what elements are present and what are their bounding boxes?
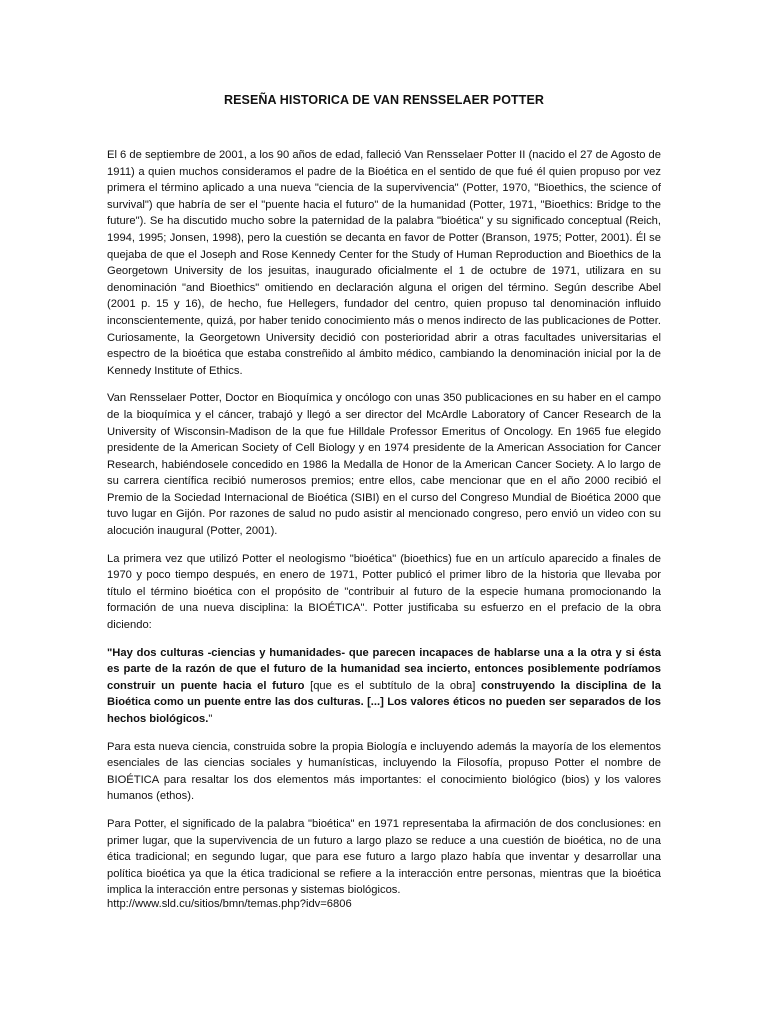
document-title: RESEÑA HISTORICA DE VAN RENSSELAER POTTER [223, 93, 545, 107]
document-body [107, 147, 661, 910]
source-url: http://www.sld.cu/sitios/bmn/temas.php?idv=6806 [107, 898, 352, 910]
quote-bracket: [que es el subtítulo de la obra] [310, 679, 476, 692]
paragraph-2: Van Rensselaer Potter, Doctor en Bioquímica y oncólogo con unas 350 publicaciones en su haber en el campo de la bioquímica y el cáncer, trabajó y llegó a ser director del McArdle Laboratory of Cancer Research de la University of Wisconsin-Madison de la que fue Hilldale Professor Emeritus of Oncology. En 1965 fue elegido presidente de la American Society of Cell Biology y en 1974 presidente de la American Association for Cancer Research, habiéndosele concedido en 1986 la Medalla de Honor de la American Cancer Society. A lo largo de su carrera científica recibió numerosos premios; entre ellos, cabe mencionar que en el año 2000 recibió el Premio de la Sociedad Internacional de Bioética (SIBI) en el curso del Congreso Mundial de Bioética 2000 que tuvo lugar en Gijón. Por razones de salud no pudo asistir al mencionado congreso, pero envió un video con su alocución inaugural (Potter, 2001). [107, 392, 661, 538]
block-quote [107, 645, 661, 728]
quote-closing: " [208, 713, 213, 725]
quote-part-1: "Hay dos culturas -ciencias y humanidades- que parecen incapaces de hablarse una a la otra y si ésta es parte de la razón de que el futuro de la humanidad sea incierto, entonces posiblemente podríamos construir un puente hacia el futuro [107, 646, 661, 692]
quote-part-2: construyendo la disciplina de la Bioética como un puente entre las dos culturas. [...] Los valores éticos no pueden ser separados de los hechos biológicos. [107, 679, 661, 725]
paragraph-1: El 6 de septiembre de 2001, a los 90 años de edad, falleció Van Rensselaer Potter II (nacido el 27 de Agosto de 1911) a quien muchos consideramos el padre de la Bioética en el sentido de que fué él quien propuso por vez primera el término aplicado a una nueva "ciencia de la supervivencia" (Potter, 1970, "Bioethics, the science of survival") que habría de ser el "puente hacia el futuro" de la humanidad (Potter, 1971, "Bioethics: Bridge to the future"). Se ha discutido mucho sobre la paternidad de la palabra "bioética" y su significado conceptual (Reich, 1994, 1995; Jonsen, 1998), pero la cuestión se decanta en favor de Potter (Branson, 1975; Potter, 2001). Él se quejaba de que el Joseph and Rose Kennedy Center for the Study of Human Reproduction and Bioethics de la Georgetown University de los jesuitas, inaugurado oficialmente el 1 de octubre de 1971, utilizara en su denominación "and Bioethics" omitiendo en declaración alguna el origen del término. Según describe Abel (2001 p. 15 y 16), de hecho, fue Hellegers, fundador del centro, quien propuso tal denominación influido inconscientemente, quizá, por haber tenido conocimiento más o menos indirecto de las publicaciones de Potter. Curiosamente, la Georgetown University decidió con posterioridad abrir a otras facultades universitarias el espectro de la bioética que estaba constreñido al ámbito médico, cambiando la denominación inicial por la de Kennedy Institute of Ethics. [107, 149, 661, 377]
paragraph-3: La primera vez que utilizó Potter el neologismo "bioética" (bioethics) fue en un artículo aparecido a finales de 1970 y poco tiempo después, en enero de 1971, Potter publicó el primer libro de la historia que llevaba por título el término bioética con el propósito de "contribuir al futuro de la especie humana promocionando la formación de una nueva disciplina: la BIOÉTICA". Potter justificaba su esfuerzo en el prefacio de la obra diciendo: [107, 552, 661, 632]
paragraph-5: Para Potter, el significado de la palabra "bioética" en 1971 representaba la afirmación de dos conclusiones: en primer lugar, que la supervivencia de un futuro a largo plazo se reduce a una cuestión de bioética, no de una ética tradicional; en segundo lugar, que para ese futuro a largo plazo había que inventar y desarrollar una política bioética ya que la ética tradicional se refiere a la interacción entre personas, mientras que la bioética implica la interacción entre personas y sistemas biológicos. [107, 817, 661, 897]
paragraph-4: Para esta nueva ciencia, construida sobre la propia Biología e incluyendo además la mayoría de los elementos esenciales de las ciencias sociales y humanísticas, incluyendo la Filosofía, propuso Potter el nombre de BIOÉTICA para resaltar los dos elementos más importantes: el conocimiento biológico (bios) y los valores humanos (ethos). [107, 740, 661, 803]
